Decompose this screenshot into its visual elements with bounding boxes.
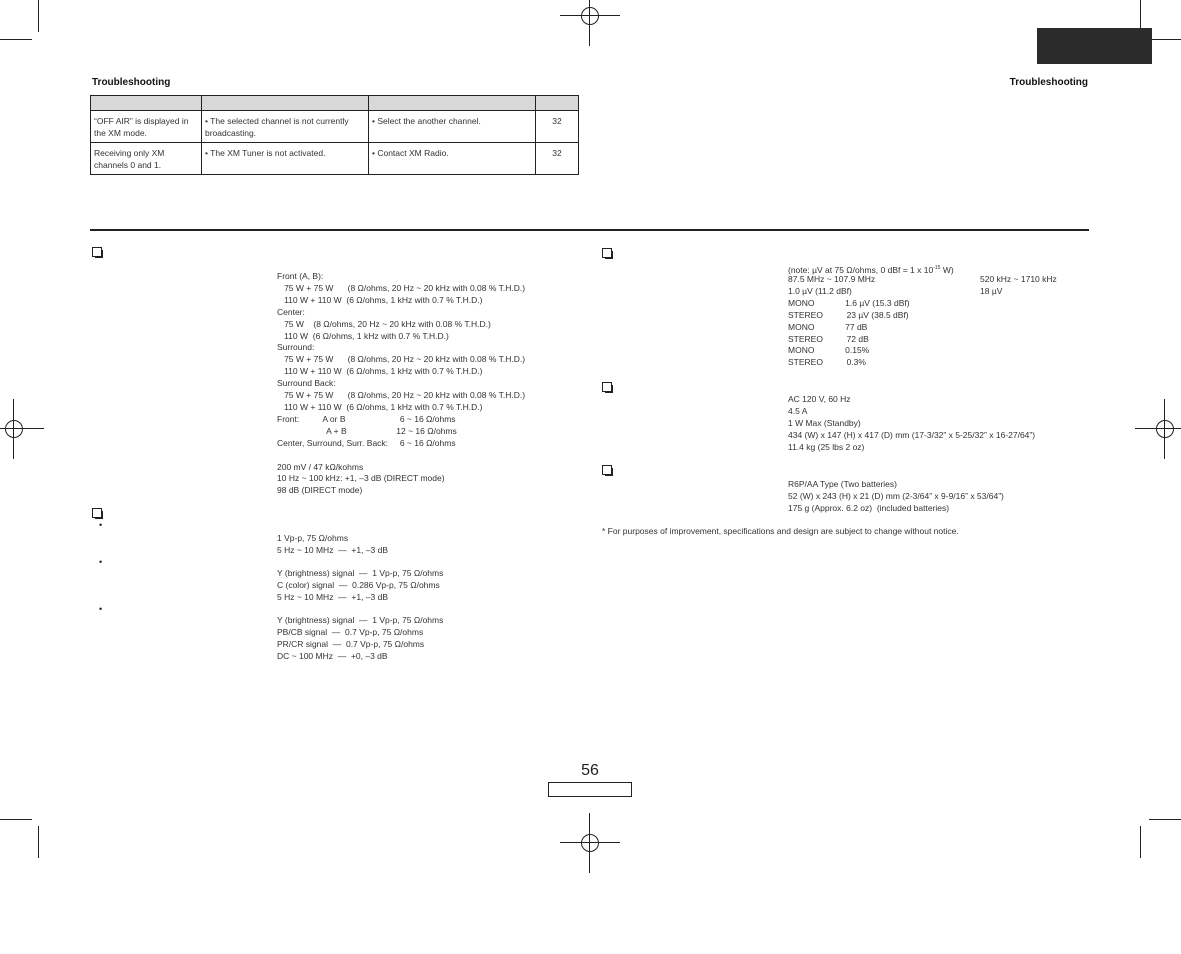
section-marker-icon xyxy=(602,248,612,258)
spec-line: 87.5 MHz ~ 107.9 MHz xyxy=(788,274,876,284)
table-row xyxy=(91,143,579,175)
spec-line: 75 W (8 Ω/ohms, 20 Hz ~ 20 kHz with 0.08 % T.H.D.) xyxy=(277,318,491,329)
spec-line: Y (brightness) signal — 1 Vp-p, 75 Ω/ohms xyxy=(277,615,444,625)
spec-line: R6P/AA Type (Two batteries) xyxy=(788,479,897,489)
page-cell: 32 xyxy=(536,143,579,175)
language-tab xyxy=(1037,28,1152,64)
spec-line: STEREO 0.3% xyxy=(788,357,866,368)
bullet-icon: • xyxy=(99,557,103,567)
spec-line: MONO 1.6 µV (15.3 dBf) xyxy=(788,297,910,308)
spec-line: MONO 0.15% xyxy=(788,345,870,356)
crop-mark xyxy=(1149,39,1181,40)
spec-line: STEREO 23 µV (38.5 dBf) xyxy=(788,309,909,320)
header-right: Troubleshooting xyxy=(1009,77,1088,88)
footnote: * For purposes of improvement, specifications and design are subject to change without notice. xyxy=(602,526,959,536)
registration-mark-icon xyxy=(560,0,620,46)
table-header-row xyxy=(91,96,579,111)
spec-line: MONO 77 dB xyxy=(788,321,868,332)
spec-line: Front: A or B 6 ~ 16 Ω/ohms xyxy=(277,413,456,424)
section-marker-icon xyxy=(92,508,102,518)
tuner-fm-specs xyxy=(788,274,910,369)
spec-line: 98 dB (DIRECT mode) xyxy=(277,485,363,496)
spec-line: 1.0 µV (11.2 dBf) xyxy=(788,285,852,296)
spec-line: 75 W + 75 W (8 Ω/ohms, 20 Hz ~ 20 kHz with 0.08 % T.H.D.) xyxy=(277,390,526,401)
crop-mark xyxy=(1149,819,1181,820)
crop-mark xyxy=(38,826,39,858)
spec-line: Surround: xyxy=(277,342,315,353)
spec-line: 110 W + 110 W (6 Ω/ohms, 1 kHz with 0.7 % T.H.D.) xyxy=(277,401,483,412)
spec-line: 110 W + 110 W (6 Ω/ohms, 1 kHz with 0.7 % T.H.D.) xyxy=(277,366,483,377)
spec-line: 75 W + 75 W (8 Ω/ohms, 20 Hz ~ 20 kHz with 0.08 % T.H.D.) xyxy=(277,354,526,365)
spec-line: Center: xyxy=(277,306,305,317)
page-number: 56 xyxy=(581,762,599,779)
spec-line: 18 µV xyxy=(980,285,1003,296)
video-component-specs xyxy=(277,615,443,663)
header-left: Troubleshooting xyxy=(92,77,171,88)
remote-specs xyxy=(788,479,1004,515)
spec-line: Center, Surround, Surr. Back: 6 ~ 16 Ω/ohms xyxy=(277,437,456,448)
symptom-cell: “OFF AIR” is displayed in the XM mode. xyxy=(91,111,202,143)
spec-line: 110 W + 110 W (6 Ω/ohms, 1 kHz with 0.7 % T.H.D.) xyxy=(277,294,483,305)
bullet-icon: • xyxy=(99,604,103,614)
section-marker-icon xyxy=(602,465,612,475)
spec-line: Front (A, B): xyxy=(277,271,324,281)
registration-mark-icon xyxy=(1135,399,1181,459)
spec-line: Y (brightness) signal — 1 Vp-p, 75 Ω/ohms xyxy=(277,568,444,578)
measures-cell: • Contact XM Radio. xyxy=(369,143,536,175)
tuner-am-specs xyxy=(980,274,1057,298)
spec-line: PR/CR signal — 0.7 Vp-p, 75 Ω/ohms xyxy=(277,638,425,649)
crop-mark xyxy=(38,0,39,32)
measures-cell: • Select the another channel. xyxy=(369,111,536,143)
audio-specs xyxy=(277,271,525,497)
tuner-note: (note: µV at 75 Ω/ohms, 0 dBf = 1 x $10^{-15}$ W) xyxy=(788,264,954,275)
page-cell: 32 xyxy=(536,111,579,143)
spec-line xyxy=(277,450,525,462)
spec-line: 520 kHz ~ 1710 kHz xyxy=(980,274,1057,284)
spec-line: A + B 12 ~ 16 Ω/ohms xyxy=(277,425,457,436)
spec-line: C (color) signal — 0.286 Vp-p, 75 Ω/ohms xyxy=(277,579,440,590)
page-number-box xyxy=(548,782,632,797)
spec-line: 434 (W) x 147 (H) x 417 (D) mm (17-3/32” x 5-25/32” x 16-27/64”) xyxy=(788,429,1036,440)
spec-line: 5 Hz ~ 10 MHz — +1, –3 dB xyxy=(277,544,389,555)
spec-line: 1 Vp-p, 75 Ω/ohms xyxy=(277,533,349,543)
cause-cell: • The selected channel is not currently broadcasting. xyxy=(202,111,369,143)
bullet-icon: • xyxy=(99,520,103,530)
spec-line: 110 W (6 Ω/ohms, 1 kHz with 0.7 % T.H.D.) xyxy=(277,330,449,341)
video-composite-specs xyxy=(277,533,388,557)
section-marker-icon xyxy=(602,382,612,392)
spec-line: 10 Hz ~ 100 kHz: +1, –3 dB (DIRECT mode) xyxy=(277,473,445,484)
crop-mark xyxy=(0,39,32,40)
cause-cell: • The XM Tuner is not activated. xyxy=(202,143,369,175)
section-divider xyxy=(90,229,1089,231)
symptom-cell: Receiving only XM channels 0 and 1. xyxy=(91,143,202,175)
spec-line: 4.5 A xyxy=(788,405,808,416)
spec-line: 200 mV / 47 kΩ/kohms xyxy=(277,461,364,472)
spec-line: 5 Hz ~ 10 MHz — +1, –3 dB xyxy=(277,591,389,602)
spec-line: Surround Back: xyxy=(277,378,336,389)
spec-line: DC ~ 100 MHz — +0, –3 dB xyxy=(277,650,388,661)
spec-line: 11.4 kg (25 lbs 2 oz) xyxy=(788,441,865,452)
spec-line: 52 (W) x 243 (H) x 21 (D) mm (2-3/64” x 9-9/16” x 53/64”) xyxy=(788,490,1004,501)
troubleshooting-table xyxy=(90,95,579,175)
spec-line: 175 g (Approx. 6.2 oz) (included batteries) xyxy=(788,502,950,513)
registration-mark-icon xyxy=(560,813,620,873)
table-row xyxy=(91,111,579,143)
registration-mark-icon xyxy=(0,399,44,459)
crop-mark xyxy=(0,819,32,820)
crop-mark xyxy=(1140,826,1141,858)
spec-line: 1 W Max (Standby) xyxy=(788,417,861,428)
section-marker-icon xyxy=(92,247,102,257)
spec-line: STEREO 72 dB xyxy=(788,333,869,344)
spec-line: AC 120 V, 60 Hz xyxy=(788,394,851,404)
spec-line: 75 W + 75 W (8 Ω/ohms, 20 Hz ~ 20 kHz with 0.08 % T.H.D.) xyxy=(277,282,526,293)
general-specs xyxy=(788,394,1035,454)
video-s-video-specs xyxy=(277,568,443,604)
spec-line: PB/CB signal — 0.7 Vp-p, 75 Ω/ohms xyxy=(277,626,424,637)
